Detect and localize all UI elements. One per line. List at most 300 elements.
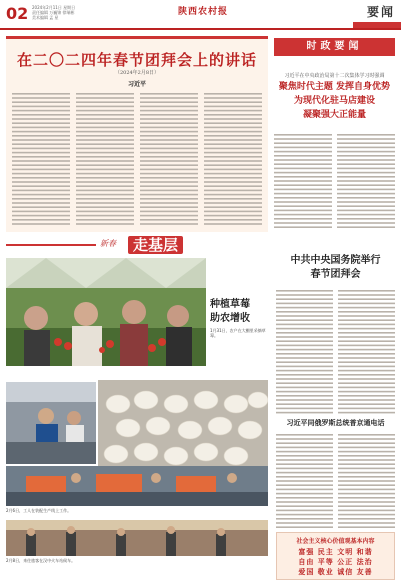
text-line (338, 374, 395, 376)
lead-title: 在二〇二四年春节团拜会上的讲话 (16, 51, 257, 69)
text-line (12, 139, 70, 141)
text-line (274, 176, 332, 178)
text-line (276, 353, 333, 355)
text-line (140, 114, 198, 116)
text-line (76, 223, 134, 225)
text-line (338, 399, 395, 401)
text-line (337, 147, 395, 149)
text-line (12, 164, 70, 166)
text-line (140, 156, 198, 158)
text-line (204, 206, 262, 208)
text-line (12, 211, 70, 213)
text-line (140, 106, 198, 108)
text-line (338, 518, 395, 520)
text-line (276, 298, 333, 300)
text-line (276, 366, 333, 368)
text-line (338, 345, 395, 347)
text-line (204, 97, 262, 99)
text-line (337, 168, 395, 170)
text-line (276, 526, 333, 528)
text-line (204, 173, 262, 175)
text-line (337, 155, 395, 157)
text-line (140, 101, 198, 103)
text-line (274, 205, 332, 207)
text-line (76, 169, 134, 171)
text-line (204, 164, 262, 166)
text-line (12, 169, 70, 171)
text-line (76, 198, 134, 200)
news-headline-line: 为现代化驻马店建设 (293, 96, 375, 106)
text-line (337, 226, 395, 228)
text-line (204, 211, 262, 213)
story-spring-reception (276, 246, 395, 416)
feature-side-title-line: 种植草莓 (210, 299, 250, 310)
text-line (274, 134, 332, 136)
text-line (276, 493, 333, 495)
text-line (338, 324, 395, 326)
text-line (276, 468, 333, 470)
text-line (12, 160, 70, 162)
text-line (140, 215, 198, 217)
text-line (338, 290, 395, 292)
page-header (0, 0, 401, 30)
text-line (276, 349, 333, 351)
text-line (276, 522, 333, 524)
text-line (76, 127, 134, 129)
text-line (12, 148, 70, 150)
text-line (338, 340, 395, 342)
text-line (140, 177, 198, 179)
text-line (140, 139, 198, 141)
text-line (12, 127, 70, 129)
text-line (338, 294, 395, 296)
text-line (338, 357, 395, 359)
page-number: 02 (6, 4, 29, 23)
text-line (338, 476, 395, 478)
text-line (274, 222, 332, 224)
text-line (338, 501, 395, 503)
text-line (338, 382, 395, 384)
news-headline-line: 聚焦时代主题 发挥自身优势 (278, 82, 391, 92)
strawberry-photo (6, 258, 206, 366)
lead-body (12, 91, 262, 229)
text-line (274, 172, 332, 174)
text-line (276, 311, 333, 313)
text-line (76, 181, 134, 183)
text-line (337, 193, 395, 195)
text-line (276, 328, 333, 330)
text-line (276, 307, 333, 309)
text-line (140, 135, 198, 137)
text-line (12, 114, 70, 116)
text-line (140, 223, 198, 225)
text-line (337, 138, 395, 140)
text-line (140, 131, 198, 133)
text-line (140, 198, 198, 200)
story-body-text (276, 288, 395, 416)
text-line (204, 194, 262, 196)
text-line (140, 181, 198, 183)
text-line (338, 472, 395, 474)
text-line (76, 118, 134, 120)
text-line (140, 118, 198, 120)
text-line (276, 501, 333, 503)
text-line (338, 510, 395, 512)
text-line (338, 298, 395, 300)
text-line (338, 408, 395, 410)
text-line (204, 219, 262, 221)
lead-author: 习近平 (127, 81, 146, 88)
text-line (204, 106, 262, 108)
text-line (204, 152, 262, 154)
text-line (76, 185, 134, 187)
story-title-line: 中共中央国务院举行 (290, 255, 381, 266)
text-line (76, 206, 134, 208)
text-line (338, 484, 395, 486)
text-line (274, 193, 332, 195)
text-line (140, 122, 198, 124)
text-line (274, 147, 332, 149)
text-line (76, 148, 134, 150)
core-values-row: 富强 民主 文明 和谐 (298, 547, 373, 556)
text-line (140, 143, 198, 145)
text-line (140, 211, 198, 213)
text-line (12, 206, 70, 208)
text-line (276, 332, 333, 334)
meta-line: 2024年2月11日 星期日 (32, 5, 76, 10)
text-line (76, 122, 134, 124)
text-line (338, 468, 395, 470)
text-line (337, 134, 395, 136)
text-line (274, 184, 332, 186)
text-line (12, 131, 70, 133)
text-line (337, 214, 395, 216)
text-line (140, 194, 198, 196)
text-line (276, 459, 333, 461)
text-line (204, 190, 262, 192)
text-line (76, 101, 134, 103)
text-line (76, 219, 134, 221)
text-line (338, 493, 395, 495)
text-line (204, 135, 262, 137)
text-line (274, 180, 332, 182)
text-line (274, 197, 332, 199)
text-line (276, 434, 333, 436)
text-line (76, 215, 134, 217)
feature-tag: 新春 (100, 239, 116, 248)
feature-badge: 走基层 (128, 236, 183, 254)
text-line (338, 442, 395, 444)
section-bar (353, 22, 401, 28)
text-line (12, 185, 70, 187)
text-line (12, 152, 70, 154)
lead-body-text (12, 91, 262, 229)
text-line (274, 155, 332, 157)
text-line (276, 395, 333, 397)
text-line (12, 202, 70, 204)
text-line (276, 374, 333, 376)
text-line (276, 442, 333, 444)
story-phone-call (276, 414, 395, 530)
text-line (12, 194, 70, 196)
text-line (76, 93, 134, 95)
core-values-box (276, 532, 395, 580)
meta-line: 责任编辑 万巍锦 徐瑞彬 (32, 10, 75, 15)
feature-side-title (210, 298, 270, 326)
text-line (276, 357, 333, 359)
text-line (76, 202, 134, 204)
text-line (276, 391, 333, 393)
text-line (204, 177, 262, 179)
text-line (204, 215, 262, 217)
text-line (338, 514, 395, 516)
text-line (76, 211, 134, 213)
text-line (204, 127, 262, 129)
text-line (76, 177, 134, 179)
text-line (204, 114, 262, 116)
text-line (338, 480, 395, 482)
text-line (140, 127, 198, 129)
text-line (338, 315, 395, 317)
text-line (337, 189, 395, 191)
text-line (204, 110, 262, 112)
lead-date-note: （2024年2月8日） (114, 70, 160, 76)
caption-strawberry: 1月31日，农户在大棚里采摘草莓。 (210, 328, 266, 338)
text-line (276, 403, 333, 405)
caption-assembly: 2月6日，工人在装配生产线上工作。 (6, 508, 72, 513)
text-line (12, 219, 70, 221)
text-line (338, 497, 395, 499)
text-line (12, 110, 70, 112)
text-line (337, 142, 395, 144)
text-line (276, 294, 333, 296)
text-line (204, 139, 262, 141)
text-line (276, 484, 333, 486)
text-line (276, 472, 333, 474)
text-line (276, 303, 333, 305)
text-line (140, 190, 198, 192)
text-line (338, 505, 395, 507)
core-values-row: 爱国 敬业 诚信 友善 (298, 567, 373, 576)
text-line (274, 189, 332, 191)
text-line (338, 370, 395, 372)
masthead-logo: 陕西农村报 (178, 7, 229, 17)
text-line (337, 205, 395, 207)
text-line (76, 114, 134, 116)
text-line (204, 93, 262, 95)
text-line (276, 447, 333, 449)
text-line (274, 159, 332, 161)
text-line (140, 164, 198, 166)
text-line (337, 218, 395, 220)
text-line (338, 403, 395, 405)
assembly-photo (6, 466, 268, 506)
text-line (12, 93, 70, 95)
text-line (12, 156, 70, 158)
text-line (12, 97, 70, 99)
text-line (276, 399, 333, 401)
text-line (274, 210, 332, 212)
text-line (338, 378, 395, 380)
text-line (338, 522, 395, 524)
text-line (12, 135, 70, 137)
text-line (12, 143, 70, 145)
news-body-text (274, 132, 395, 232)
text-line (140, 173, 198, 175)
text-line (76, 160, 134, 162)
text-line (276, 319, 333, 321)
text-line (276, 438, 333, 440)
text-line (338, 455, 395, 457)
text-line (12, 198, 70, 200)
text-line (338, 447, 395, 449)
text-line (276, 315, 333, 317)
text-line (274, 214, 332, 216)
text-line (337, 159, 395, 161)
politics-tab: 时政要闻 (274, 38, 395, 56)
story-title-line: 春节团拜会 (310, 269, 361, 280)
text-line (140, 185, 198, 187)
text-line (140, 206, 198, 208)
text-line (276, 324, 333, 326)
text-line (140, 202, 198, 204)
feature-side-title-line: 助农增收 (210, 313, 250, 324)
text-line (204, 118, 262, 120)
steamed-buns-photo (98, 380, 268, 476)
text-line (276, 463, 333, 465)
text-line (276, 505, 333, 507)
text-line (338, 311, 395, 313)
text-line (274, 226, 332, 228)
text-line (276, 290, 333, 292)
text-line (338, 526, 395, 528)
text-line (76, 156, 134, 158)
text-line (337, 210, 395, 212)
text-line (338, 434, 395, 436)
text-line (274, 163, 332, 165)
text-line (276, 340, 333, 342)
story-body-text (276, 432, 395, 532)
caption-station: 2月8日，来往旅客在汉中火车站候车。 (6, 558, 76, 563)
text-line (276, 361, 333, 363)
text-line (338, 328, 395, 330)
text-line (276, 455, 333, 457)
text-line (140, 219, 198, 221)
text-line (76, 106, 134, 108)
text-line (204, 223, 262, 225)
issue-meta (32, 5, 75, 20)
text-line (204, 143, 262, 145)
text-line (140, 97, 198, 99)
text-line (76, 139, 134, 141)
text-line (337, 151, 395, 153)
news-headline-line: 凝聚强大正能量 (302, 110, 366, 120)
text-line (337, 197, 395, 199)
text-line (338, 361, 395, 363)
text-line (337, 180, 395, 182)
text-line (276, 489, 333, 491)
lead-article (6, 36, 268, 232)
text-line (338, 395, 395, 397)
text-line (337, 176, 395, 178)
text-line (338, 319, 395, 321)
text-line (276, 336, 333, 338)
core-values-row: 自由 平等 公正 法治 (298, 557, 373, 566)
core-values-title: 社会主义核心价值观基本内容 (296, 538, 375, 545)
text-line (204, 185, 262, 187)
text-line (338, 353, 395, 355)
text-line (276, 518, 333, 520)
text-line (204, 202, 262, 204)
text-line (276, 387, 333, 389)
text-line (276, 451, 333, 453)
story-title: 习近平同俄罗斯总统普京通电话 (286, 418, 385, 427)
text-line (12, 181, 70, 183)
text-line (204, 160, 262, 162)
text-line (276, 382, 333, 384)
text-line (76, 131, 134, 133)
text-line (276, 378, 333, 380)
text-line (76, 190, 134, 192)
text-line (274, 201, 332, 203)
story-title (276, 254, 395, 282)
factory-photo (6, 382, 96, 464)
text-line (204, 122, 262, 124)
text-line (140, 110, 198, 112)
text-line (140, 169, 198, 171)
text-line (338, 336, 395, 338)
text-line (12, 118, 70, 120)
text-line (140, 160, 198, 162)
text-line (204, 131, 262, 133)
text-line (338, 489, 395, 491)
text-line (337, 201, 395, 203)
meta-line: 美术编辑 孟 星 (32, 15, 59, 20)
text-line (204, 101, 262, 103)
text-line (204, 181, 262, 183)
text-line (337, 184, 395, 186)
text-line (12, 122, 70, 124)
text-line (276, 370, 333, 372)
text-line (76, 110, 134, 112)
news-kicker: 习近平在中央政治局第十二次集体学习时强调 (284, 73, 385, 79)
text-line (140, 93, 198, 95)
text-line (76, 194, 134, 196)
text-line (274, 138, 332, 140)
text-line (12, 190, 70, 192)
text-line (338, 307, 395, 309)
text-line (276, 514, 333, 516)
text-line (12, 173, 70, 175)
text-line (204, 156, 262, 158)
politics-news-column (274, 36, 395, 232)
text-line (274, 168, 332, 170)
feature-strip (6, 244, 96, 246)
text-line (12, 177, 70, 179)
text-line (276, 408, 333, 410)
text-line (338, 391, 395, 393)
text-line (338, 332, 395, 334)
text-line (274, 142, 332, 144)
text-line (338, 349, 395, 351)
text-line (276, 345, 333, 347)
text-line (76, 173, 134, 175)
section-title: 要闻 (366, 5, 395, 19)
text-line (337, 172, 395, 174)
text-line (276, 497, 333, 499)
text-line (274, 151, 332, 153)
text-line (338, 438, 395, 440)
